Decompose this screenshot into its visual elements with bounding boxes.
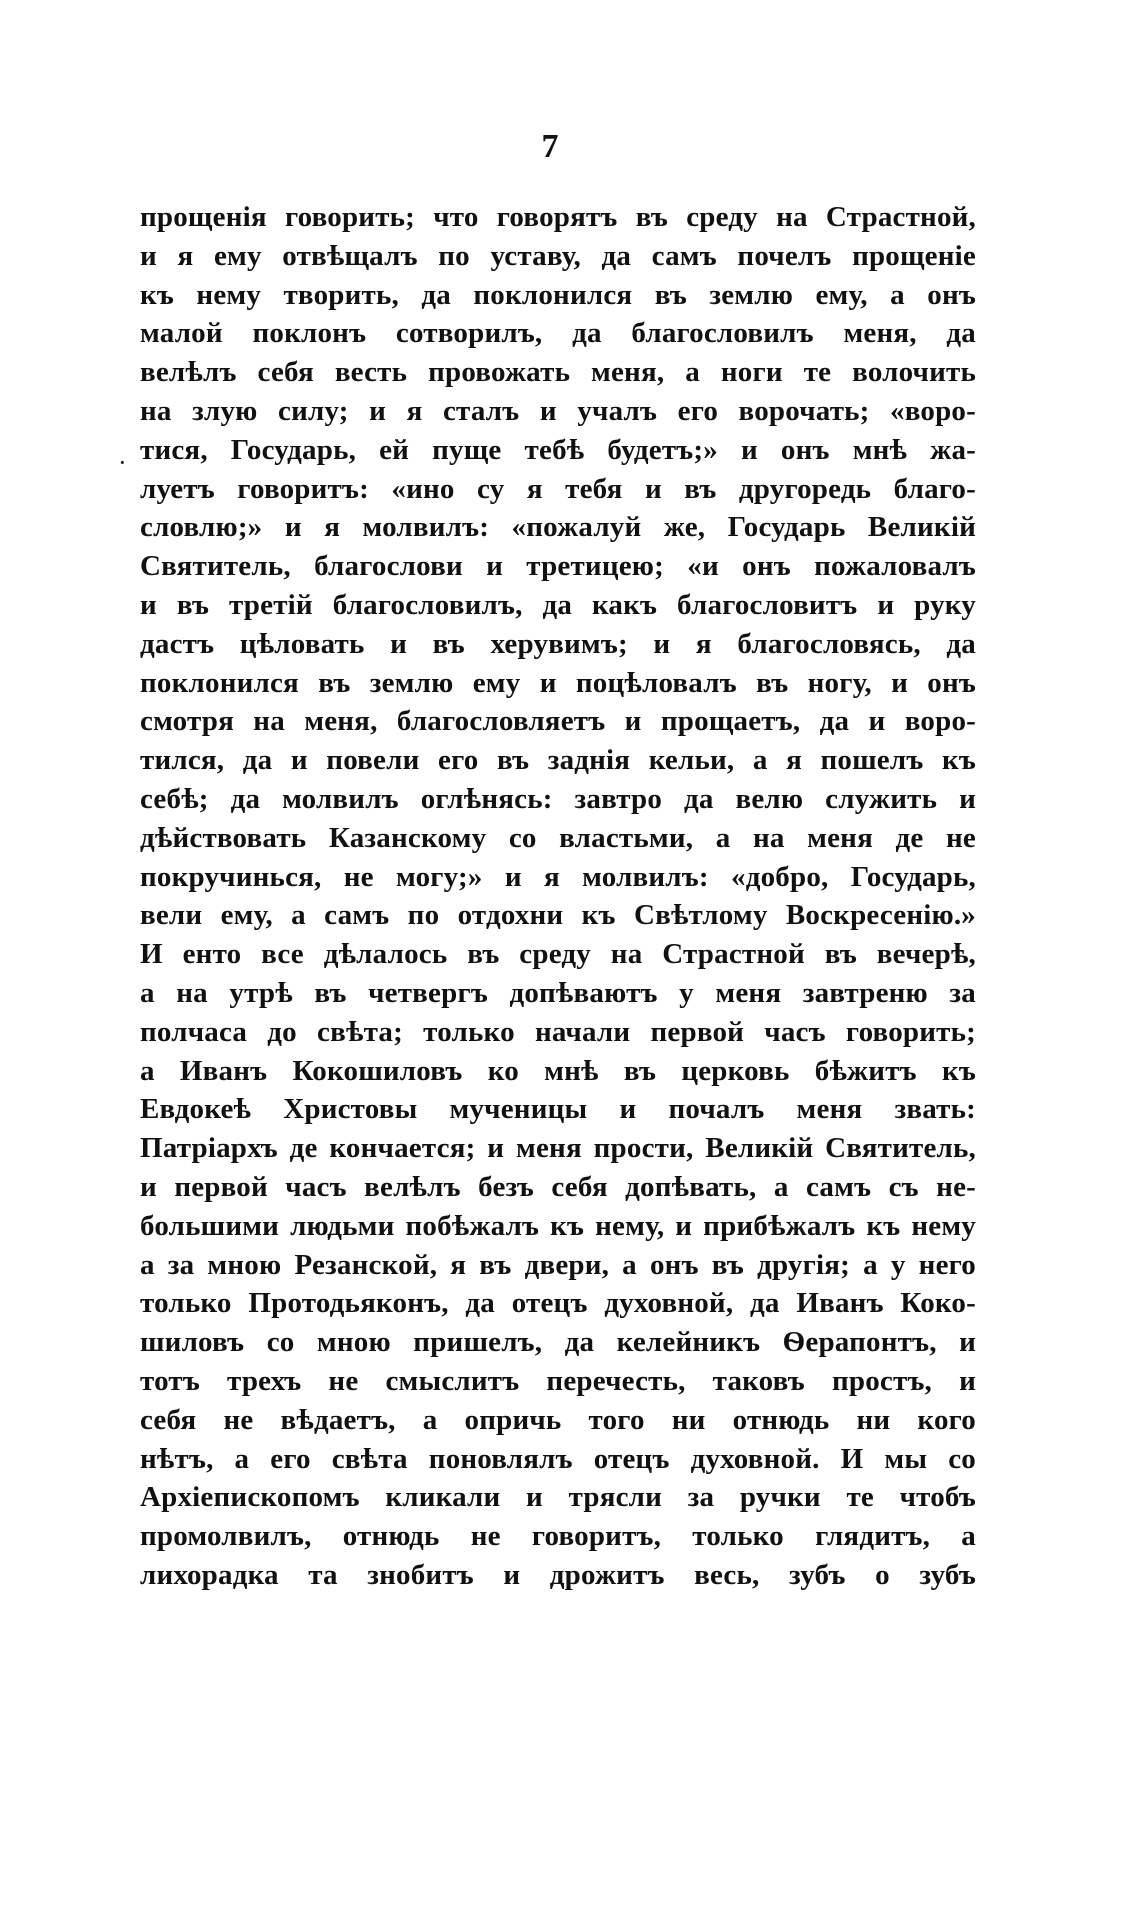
text-line: шиловъ со мною пришелъ, да келейникъ Ѳерапонтъ, и (140, 1326, 976, 1359)
text-line: и въ третій благословилъ, да какъ благословитъ и руку (140, 588, 976, 621)
text-line: поклонился въ землю ему и поцѣловалъ въ ногу, и онъ (140, 666, 976, 699)
text-line: промолвилъ, отнюдь не говоритъ, только глядитъ, а (140, 1520, 976, 1553)
text-line: прощенія говорить; что говорятъ въ среду на Страстной, (140, 201, 976, 233)
text-line: и я ему отвѣщалъ по уставу, да самъ почелъ прощеніе (140, 239, 976, 272)
text-line: словлю;» и я молвилъ: «пожалуй же, Государь Великій (140, 511, 976, 544)
text-line: себя не вѣдаетъ, а опричь того ни отнюдь ни кого (140, 1403, 976, 1436)
text-line: луетъ говоритъ: «ино су я тебя и въ другоредь благо- (140, 472, 976, 505)
text-line: вели ему, а самъ по отдохни къ Свѣтлому Воскресенію.» (140, 899, 976, 932)
body-text (140, 198, 976, 1595)
text-line: тися, Государь, ей пуще тебѣ будетъ;» и онъ мнѣ жа- (140, 433, 976, 466)
text-line: большими людьми побѣжалъ къ нему, и прибѣжалъ къ нему (140, 1209, 976, 1242)
text-line: лихорадка та знобитъ и дрожитъ весь, зубъ о зубъ (140, 1558, 976, 1591)
text-line: смотря на меня, благословляетъ и прощаетъ, да и воро- (140, 705, 976, 738)
text-line: а Иванъ Кокошиловъ ко мнѣ въ церковь бѣжитъ къ (140, 1054, 976, 1087)
text-line: Святитель, благослови и третицею; «и онъ пожаловалъ (140, 550, 976, 583)
text-line: полчаса до свѣта; только начали первой часъ говорить; (140, 1015, 976, 1048)
text-line: только Протодьяконъ, да отецъ духовной, да Иванъ Коко- (140, 1287, 976, 1320)
text-line: дастъ цѣловать и въ херувимъ; и я благословясь, да (140, 627, 976, 660)
page-number: 7 (541, 128, 559, 165)
margin-mark: · (118, 448, 127, 477)
text-line: И енто все дѣлалось въ среду на Страстной въ вечерѣ, (140, 938, 976, 971)
text-line: и первой часъ велѣлъ безъ себя допѣвать, а самъ съ не- (140, 1170, 976, 1203)
text-line: тился, да и повели его въ заднія кельи, а я пошелъ къ (140, 744, 976, 777)
text-line: себѣ; да молвилъ оглѣнясь: завтро да велю служить и (140, 782, 976, 815)
text-line: а на утрѣ въ четвергъ допѣваютъ у меня завтреню за (140, 976, 976, 1009)
text-line: а за мною Резанской, я въ двери, а онъ въ другія; а у него (140, 1248, 976, 1281)
text-line: велѣлъ себя весть провожать меня, а ноги те волочить (140, 356, 976, 389)
text-line: Патріархъ де кончается; и меня прости, Великій Святитель, (140, 1132, 976, 1165)
text-line: къ нему творить, да поклонился въ землю ему, а онъ (140, 278, 976, 311)
text-line: покручинься, не могу;» и я молвилъ: «добро, Государь, (140, 860, 976, 893)
text-line: малой поклонъ сотворилъ, да благословилъ меня, да (140, 317, 976, 350)
text-line: дѣйствовать Казанскому со властьми, а на меня де не (140, 821, 976, 854)
text-line: Архіепископомъ кликали и трясли за ручки те чтобъ (140, 1481, 976, 1514)
text-line: нѣтъ, а его свѣта поновлялъ отецъ духовной. И мы со (140, 1442, 976, 1475)
text-line: Евдокеѣ Христовы мученицы и почалъ меня звать: (140, 1093, 976, 1126)
text-line: тотъ трехъ не смыслитъ перечесть, таковъ простъ, и (140, 1364, 976, 1397)
text-line: на злую силу; и я сталъ и учалъ его ворочать; «воро- (140, 394, 976, 427)
